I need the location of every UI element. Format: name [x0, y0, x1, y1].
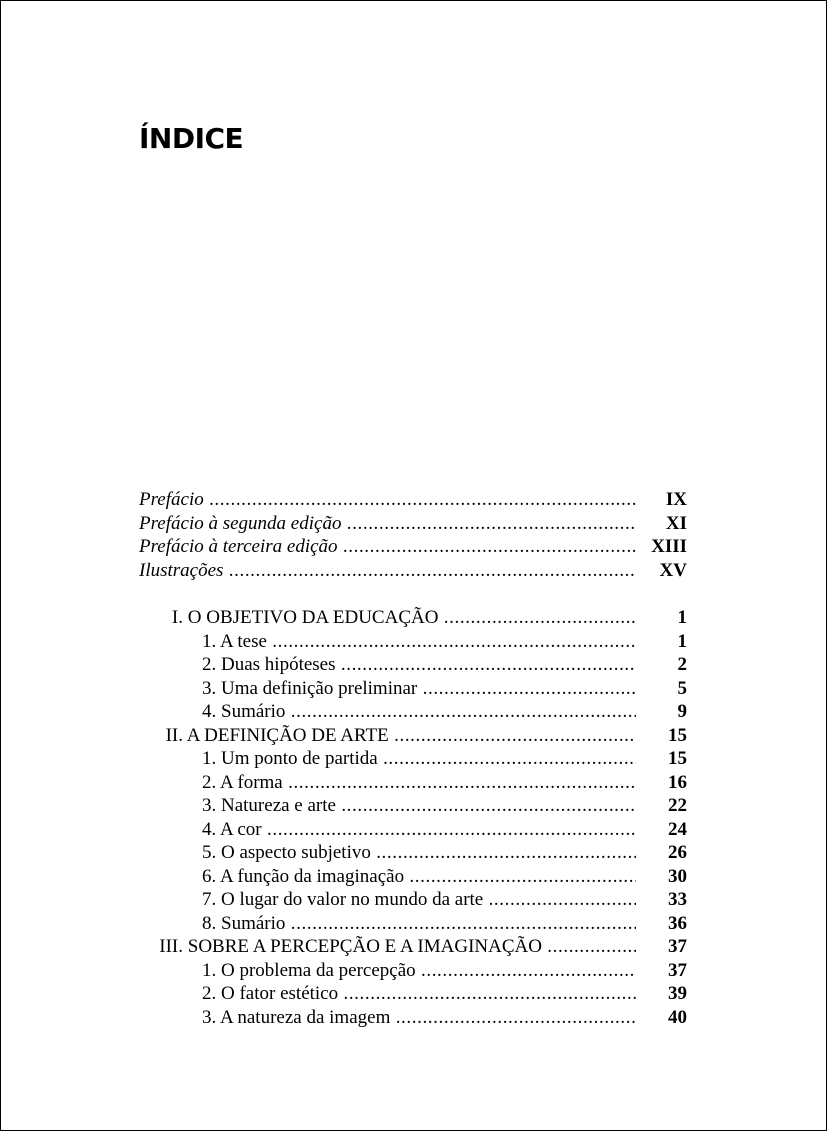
toc-entry-ilustracoes[interactable]: [139, 559, 687, 583]
toc-part-2[interactable]: [139, 724, 687, 748]
toc-entry-page: 22: [668, 795, 687, 816]
toc-entry-page: 26: [668, 842, 687, 863]
toc-section[interactable]: [139, 959, 687, 983]
toc-entry-page: XI: [665, 512, 687, 534]
toc-entry-page: 15: [668, 724, 687, 746]
toc-section[interactable]: [139, 677, 687, 701]
toc-section[interactable]: [139, 818, 687, 842]
toc-section-label: 1. O problema da percepção: [202, 959, 416, 981]
toc-entry-prefacio-terceira-edicao[interactable]: [139, 535, 687, 559]
toc-part-3[interactable]: [139, 935, 687, 959]
toc-section[interactable]: [139, 841, 687, 865]
toc-entry-page: 30: [668, 865, 687, 887]
toc-section[interactable]: [139, 865, 687, 889]
table-of-contents: [139, 488, 687, 1029]
toc-entry-page: 24: [668, 818, 687, 840]
toc-section-label: 2. A forma: [202, 771, 283, 793]
toc-entry-label: Prefácio à segunda edição: [139, 512, 342, 534]
toc-entry-page: 2: [677, 654, 687, 675]
toc-entry-page: 15: [668, 748, 687, 769]
toc-entry-label: Ilustrações: [139, 559, 224, 581]
toc-section-label: 4. A cor: [202, 818, 262, 840]
toc-entry-page: 1: [677, 630, 687, 652]
toc-section-label: 5. O aspecto subjetivo: [202, 842, 371, 863]
toc-section[interactable]: [139, 653, 687, 677]
toc-entry-page: IX: [665, 489, 687, 510]
toc-section[interactable]: [139, 771, 687, 795]
toc-section-label: 2. O fator estético: [202, 983, 339, 1004]
toc-part-label: SOBRE A PERCEPÇÃO E A IMAGINAÇÃO: [187, 936, 542, 957]
toc-entry-page: XV: [659, 559, 687, 581]
toc-section-label: 2. Duas hipóteses: [202, 654, 336, 675]
toc-entry-page: 36: [668, 912, 687, 934]
toc-section[interactable]: [139, 912, 687, 936]
toc-entry-label: Prefácio à terceira edição: [139, 536, 338, 557]
toc-section[interactable]: [139, 794, 687, 818]
toc-part-label: A DEFINIÇÃO DE ARTE: [186, 724, 389, 746]
toc-entry-page: 40: [668, 1006, 687, 1028]
toc-entry-page: 39: [668, 983, 687, 1004]
toc-section[interactable]: [139, 982, 687, 1006]
toc-entry-page: 33: [668, 889, 687, 910]
toc-section-label: 3. Natureza e arte: [202, 795, 336, 816]
toc-section-label: 1. A tese: [202, 630, 267, 652]
toc-section-label: 6. A função da imaginação: [202, 865, 405, 887]
toc-entry-page: 5: [677, 677, 687, 699]
toc-section[interactable]: [139, 1006, 687, 1030]
toc-entry-page: 1: [677, 607, 687, 628]
toc-entry-page: 37: [668, 936, 687, 957]
toc-part-number: II.: [165, 724, 183, 746]
toc-section-label: 1. Um ponto de partida: [202, 748, 378, 769]
toc-part-number: III.: [159, 936, 183, 957]
toc-entry-page: 16: [668, 771, 687, 793]
toc-entry-page: 9: [677, 701, 687, 722]
toc-entry-label: Prefácio: [139, 489, 204, 510]
toc-part-1[interactable]: [139, 606, 687, 630]
toc-section[interactable]: [139, 700, 687, 724]
toc-entry-page: 37: [668, 959, 687, 981]
toc-section-label: 7. O lugar do valor no mundo da arte: [202, 889, 484, 910]
toc-entry-page: XIII: [651, 536, 687, 557]
toc-section[interactable]: [139, 888, 687, 912]
toc-part-label: O OBJETIVO DA EDUCAÇÃO: [187, 607, 439, 628]
toc-part-number: I.: [171, 607, 183, 628]
toc-section[interactable]: [139, 747, 687, 771]
toc-section-label: 4. Sumário: [202, 701, 286, 722]
toc-entry-prefacio-segunda-edicao[interactable]: [139, 512, 687, 536]
toc-section-label: 3. A natureza da imagem: [202, 1006, 391, 1028]
toc-entry-prefacio[interactable]: [139, 488, 687, 512]
toc-section-label: 8. Sumário: [202, 912, 286, 934]
section-gap: [139, 582, 687, 606]
toc-section[interactable]: [139, 630, 687, 654]
toc-section-label: 3. Uma definição preliminar: [202, 677, 418, 699]
page-title: ÍNDICE: [139, 122, 244, 155]
